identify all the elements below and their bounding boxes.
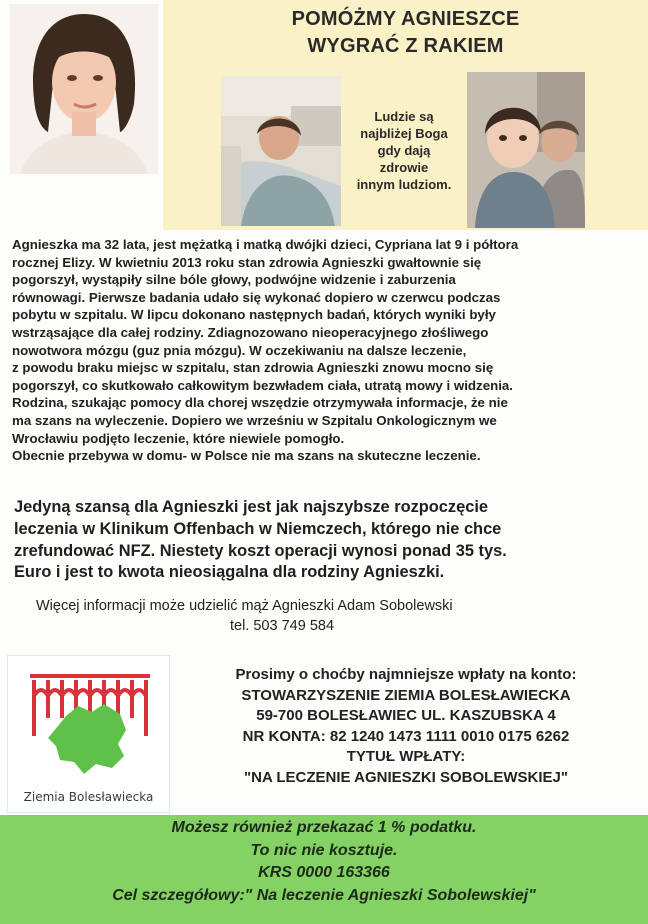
bank-line: Prosimy o choćby najmniejsze wpłaty na konto: bbox=[235, 666, 577, 683]
quote-line: najbliżej Boga bbox=[360, 126, 448, 141]
phone-number: tel. 503 749 584 bbox=[230, 618, 335, 634]
tax-footer-text bbox=[0, 817, 648, 907]
story-line: z powodu braku miejsc w szpitalu, stan zdrowia Agnieszki znowu mocno się bbox=[12, 360, 494, 376]
chance-line: Jedyną szansą dla Agnieszki jest jak najszybsze rozpoczęcie bbox=[14, 498, 489, 516]
bank-details bbox=[176, 665, 636, 789]
title-line-1: POMÓŻMY AGNIESZCE bbox=[291, 8, 520, 30]
bank-line: TYTUŁ WPŁATY: bbox=[346, 748, 466, 766]
bank-line: 59-700 BOLESŁAWIEC UL. KASZUBSKA 4 bbox=[256, 707, 556, 725]
chance-line: zrefundować NFZ. Niestety koszt operacji wynosi ponad 35 tys. bbox=[14, 541, 507, 560]
quote-line: Ludzie są bbox=[374, 109, 434, 124]
logo-caption: Ziemia Bolesławiecka bbox=[23, 790, 154, 804]
contact-info bbox=[36, 596, 616, 636]
footer-line: Możesz również przekazać 1 % podatku. bbox=[171, 819, 477, 836]
story-line: Agnieszka ma 32 lata, jest mężatką i matką dwójki dzieci, Cypriana lat 9 i półtora bbox=[12, 237, 519, 252]
story-line: wstrząsające dla całej rodziny. Zdiagnozowano nieoperacyjnego złośliwego bbox=[12, 324, 489, 340]
footer-line: Cel szczegółowy:" Na leczenie Agnieszki Sobolewskiej" bbox=[112, 886, 536, 904]
portrait-illustration bbox=[10, 4, 158, 174]
bank-line: STOWARZYSZENIE ZIEMIA BOLESŁAWIECKA bbox=[241, 686, 571, 704]
story-line: pogorszył, co skutkowało całkowitym bezwładem ciała, utratą mowy i widzenia. bbox=[12, 377, 513, 393]
hospital-photo bbox=[221, 76, 341, 226]
contact-line: Więcej informacji może udzielić mąż Agnieszki Adam Sobolewski bbox=[36, 598, 453, 614]
account-number: NR KONTA: 82 1240 1473 1111 0010 0175 6262 bbox=[242, 727, 570, 745]
story-line: rocznej Elizy. W kwietniu 2013 roku stan zdrowia Agnieszki gwałtownie się bbox=[12, 254, 482, 270]
chance-line: Euro i jest to kwota nieosiągalna dla rodziny Agnieszki. bbox=[14, 563, 445, 582]
quote-line: innym ludziom. bbox=[356, 177, 452, 192]
quote-text bbox=[342, 108, 466, 193]
story-line: nowotwora mózgu (guz pnia mózgu). W oczekiwaniu na dalsze leczenie, bbox=[12, 342, 467, 358]
chance-line: leczenia w Klinikum Offenbach w Niemczech, którego nie chce bbox=[14, 519, 502, 538]
payment-title: "NA LECZENIE AGNIESZKI SOBOLEWSKIEJ" bbox=[244, 768, 568, 786]
story-line: pobytu w szpitalu. W lipcu dokonano następnych badań, których wyniki były bbox=[12, 307, 496, 323]
hospital-illustration bbox=[221, 76, 341, 226]
footer-line: To nic nie kosztuje. bbox=[250, 841, 398, 859]
quote-line: gdy dają bbox=[377, 143, 431, 158]
organization-logo bbox=[7, 655, 170, 813]
story-line: ma szans na wyleczenie. Dopiero we wrześniu w Szpitalu Onkologicznym we bbox=[12, 412, 497, 428]
story-line: Rodzina, szukając pomocy dla chorej wszędzie otrzymywała informacje, że nie bbox=[12, 395, 508, 411]
quote-line: zdrowie bbox=[379, 160, 429, 175]
treatment-chance-text bbox=[14, 497, 624, 584]
krs-number: KRS 0000 163366 bbox=[258, 864, 390, 881]
story-line: Wrocławiu podjęto leczenie, które niewiele pomogło. bbox=[12, 430, 345, 446]
family-photo bbox=[467, 72, 585, 228]
portrait-photo bbox=[10, 4, 158, 174]
family-illustration bbox=[467, 72, 585, 228]
story-line: równowagi. Pierwsze badania udało się wykonać dopiero w czerwcu podczas bbox=[12, 289, 501, 305]
story-text bbox=[12, 236, 622, 465]
title-line-2: WYGRAĆ Z RAKIEM bbox=[307, 35, 504, 57]
page-title bbox=[163, 6, 648, 60]
ziemia-boleslawiecka-logo-icon bbox=[8, 656, 171, 786]
story-line: Obecnie przebywa w domu- w Polsce nie ma szans na skuteczne leczenie. bbox=[12, 448, 481, 464]
story-line: pogorszył, wystąpiły silne bóle głowy, podwójne widzenie i zaburzenia bbox=[12, 272, 456, 288]
